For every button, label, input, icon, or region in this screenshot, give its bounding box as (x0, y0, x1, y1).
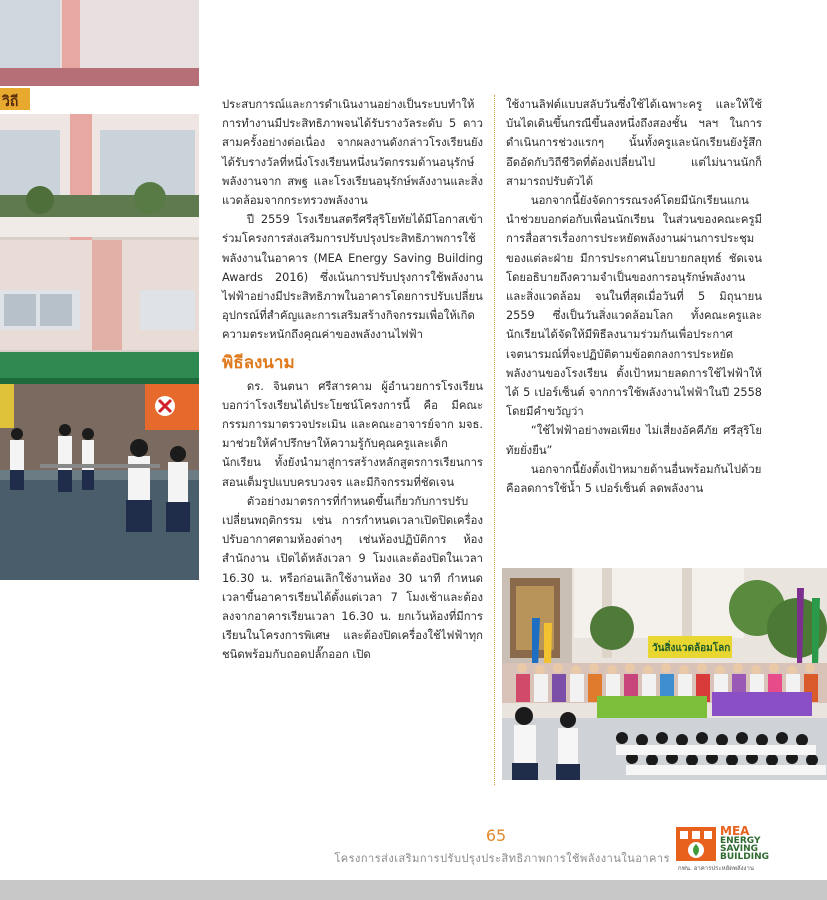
logo-word-saving: SAVING (720, 844, 759, 854)
school-building-illustration (0, 0, 199, 580)
section-heading: พิธีลงนาม (222, 352, 295, 373)
paragraph: นอกจากนี้ยังจัดการรณรงค์โดยมีนักเรียนแกนนำช่วยบอกต่อกับเพื่อนนักเรียน ในส่วนของคณะครูมีการสื่อสารเรื่องการประหยัดพลังงานผ่านการประชุมของแต่ละฝ่าย มีการประกาศนโยบายกลยุทธ์ ชัดเจน โดยอธิบายถึงความจำเป็นของการอนุรักษ์พลังงานและสิ่งแวดล้อม จนในที่สุดเมื่อวันที่ 5 มิถุนายน 2559 ซึ่งเป็นวันสิ่งแวดล้อมโลก ทั้งคณะครูและนักเรียนได้จัดให้มีพิธีลงนามร่วมกันเพื่อประกาศเจตนารมณ์ที่จะปฏิบัติตามข้อตกลงการประหยัดพลังงานของโรงเรียน ตั้งเป้าหมายลดการใช้ไฟฟ้าให้ได้ 5 เปอร์เซ็นต์ จากการใช้พลังงานไฟฟ้าในปี 2558 โดยมีคำขวัญว่า (506, 194, 762, 419)
banner-text: วันสิ่งแวดล้อมโลก (652, 643, 731, 654)
ceremony-illustration (502, 568, 827, 780)
logo-word-energy: ENERGY (720, 836, 761, 846)
paragraph: นอกจากนี้ยังตั้งเป้าหมายด้านอื่นพร้อมกันไปด้วย คือลดการใช้น้ำ 5 เปอร์เซ็นต์ ลดพลังงาน (506, 462, 762, 496)
article-column-right (506, 95, 762, 498)
paragraph: ดร. จินตนา ศรีสารคาม ผู้อำนวยการโรงเรียน บอกว่าโรงเรียนได้ประโยชน์โครงการนี้ คือ มีคณะกรรมการมาตรวจประเมิน และคณะอาจารย์จาก มจธ. มาช่วยให้คำปรึกษาให้ความรู้กับคุณครูและเด็กนักเรียน ทั้งยังนำมาสู่การสร้างหลักสูตรการเรียนการสอนเต็มรูปแบบครบวงจร และมีกิจกรรมที่ชัดเจน (222, 379, 483, 489)
paragraph: ตัวอย่างมาตรการที่กำหนดขึ้นเกี่ยวกับการปรับเปลี่ยนพฤติกรรม เช่น การกำหนดเวลาเปิดปิดเครื่องปรับอากาศตามห้องต่างๆ เช่นห้องปฏิบัติการ ห้องสำนักงาน เปิดได้หลังเวลา 9 โมงและต้องปิดในเวลา 16.30 น. หรือก่อนเลิกใช้งานห้อง 30 นาที กำหนดเวลาขึ้นอาคารเรียนได้ตั้งแต่เวลา 7 โมงเช้าและต้องลงจากอาคารเรียนเวลา 16.30 น. ยกเว้นห้องที่มีการเรียนในโครงการพิเศษ และต้องปิดเครื่องใช้ไฟฟ้าทุกชนิดพร้อมกับถอดปลั๊กออก เปิด (222, 494, 483, 662)
paragraph: ใช้งานลิฟต์แบบสลับวันซึ่งใช้ได้เฉพาะครู และให้ใช้บันไดเดินขึ้นกรณีขึ้นลงหนึ่งถึงสองชั้น ฯลฯ ในการดำเนินการช่วงแรกๆ นั้นทั้งครูและนักเรียนยังรู้สึกอึดอัดกับวิถีชีวิตที่ต้องเปลี่ยนไป แต่ไม่นานนักก็สามารถปรับตัวได้ (506, 98, 762, 188)
paragraph: ประสบการณ์และการดำเนินงานอย่างเป็นระบบทำให้การทำงานมีประสิทธิภาพจนได้รับรางวัลระดับ 5 ดาวสามครั้งอย่างต่อเนื่อง จากผลงานดังกล่าวโรงเรียนยังได้รับรางวัลที่หนึ่งโรงเรียนหนึ่งนวัตกรรมด้านอนุรักษ์พลังงานจาก สพฐ และโรงเรียนอนุรักษ์พลังงานและสิ่งแวดล้อมจากกระทรวงพลังงาน (222, 98, 483, 208)
slogan-quote: “ใช้ไฟฟ้าอย่างพอเพียง ไม่เสี่ยงอัคคีภัย ศรีสุริโยทัยยั่งยืน” (506, 424, 762, 457)
bottom-bar (0, 880, 827, 900)
building-sign-text: วิถี (2, 94, 19, 110)
ceremony-photo (502, 568, 827, 780)
logo-word-building: BUILDING (720, 852, 769, 862)
school-building-photo (0, 0, 199, 580)
logo-word-mea: MEA (720, 824, 750, 838)
logo-caption: กฟน. อาคารประหยัดพลังงาน (678, 865, 754, 872)
building-logo-icon (676, 823, 718, 863)
column-divider (494, 95, 495, 785)
footer-project-title: โครงการส่งเสริมการปรับปรุงประสิทธิภาพการใช้พลังงานในอาคาร (334, 852, 670, 865)
paragraph: ปี 2559 โรงเรียนสตรีศรีสุริโยทัยได้มีโอกาสเข้าร่วมโครงการส่งเสริมการปรับปรุงประสิทธิภาพการใช้พลังงานในอาคาร (MEA Energy Saving Building Awards 2016) ซึ่งเน้นการปรับปรุงการใช้พลังงานไฟฟ้าอย่างมีประสิทธิภาพในอาคารโดยการปรับเปลี่ยนอุปกรณ์ที่สำคัญและการเสริมสร้างกิจกรรมเพื่อให้เกิดความตระหนักถึงคุณค่าของพลังงานไฟฟ้า (222, 213, 483, 342)
mea-logo (676, 823, 776, 871)
page-number: 65 (485, 826, 507, 845)
article-column-left (222, 95, 483, 665)
